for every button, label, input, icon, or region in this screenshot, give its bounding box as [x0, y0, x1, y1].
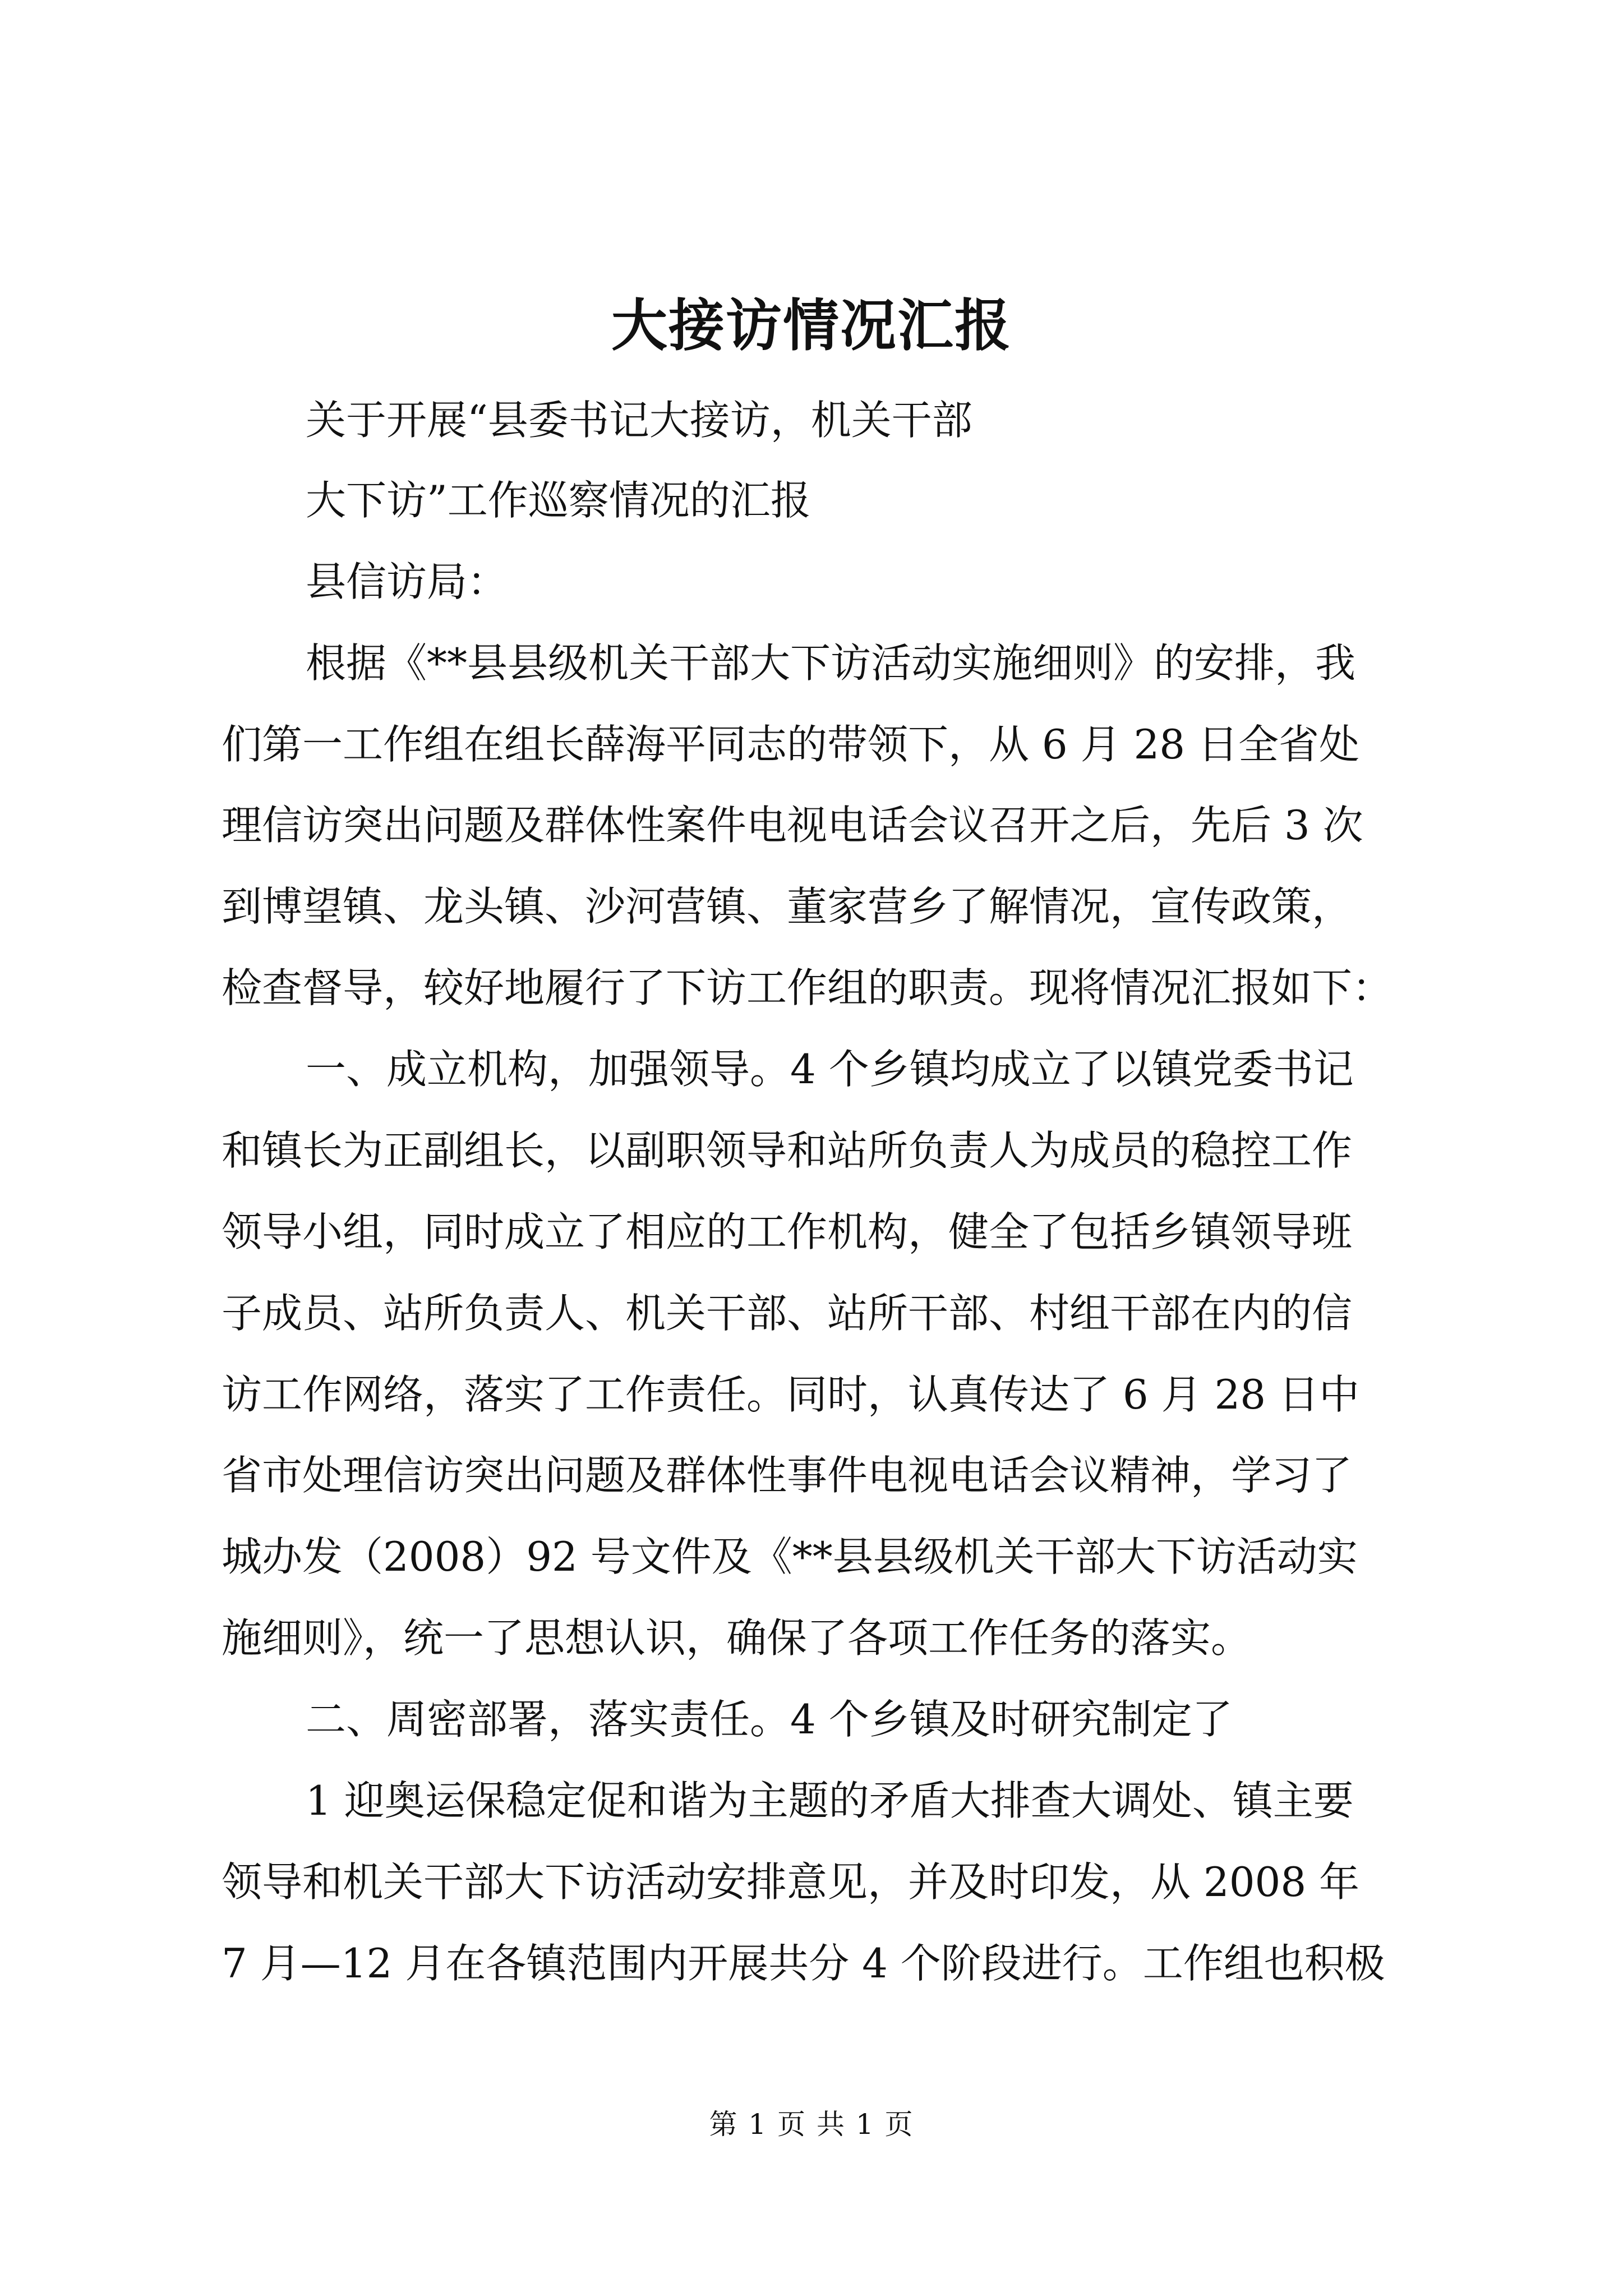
body-line: 们第一工作组在组长薛海平同志的带领下，从 6 月 28 日全省处	[222, 721, 1359, 768]
body-line: 根据《**县县级机关干部大下访活动实施细则》的安排，我	[306, 639, 1356, 687]
body-line: 省市处理信访突出问题及群体性事件电视电话会议精神，学习了	[222, 1452, 1353, 1499]
body-line: 子成员、站所负责人、机关干部、站所干部、村组干部在内的信	[222, 1290, 1353, 1337]
body-line: 1 迎奥运保稳定促和谐为主题的矛盾大排查大调处、镇主要	[306, 1777, 1354, 1824]
body-line: 一、成立机构，加强领导。4 个乡镇均成立了以镇党委书记	[306, 1046, 1354, 1093]
body-line: 检查督导，较好地履行了下访工作组的职责。现将情况汇报如下：	[222, 964, 1393, 1011]
page-footer: 第 1 页 共 1 页	[709, 2108, 914, 2141]
body-line: 领导小组，同时成立了相应的工作机构，健全了包括乡镇领导班	[222, 1208, 1353, 1255]
body-line: 到博望镇、龙头镇、沙河营镇、董家营乡了解情况，宣传政策，	[222, 883, 1353, 930]
document-title: 大接访情况汇报	[611, 292, 1012, 358]
body-line: 二、周密部署，落实责任。4 个乡镇及时研究制定了	[306, 1696, 1233, 1743]
body-line: 7 月—12 月在各镇范围内开展共分 4 个阶段进行。工作组也积极	[222, 1940, 1385, 1987]
body-line: 领导和机关干部大下访活动安排意见，并及时印发，从 2008 年	[222, 1858, 1360, 1906]
body-line: 大下访”工作巡察情况的汇报	[306, 477, 811, 524]
body-line: 理信访突出问题及群体性案件电视电话会议召开之后，先后 3 次	[222, 802, 1363, 849]
body-line: 关于开展“县委书记大接访，机关干部	[306, 397, 972, 444]
body-line: 城办发（2008）92 号文件及《**县县级机关干部大下访活动实	[222, 1533, 1358, 1580]
body-line: 施细则》，统一了思想认识，确保了各项工作任务的落实。	[222, 1614, 1252, 1662]
body-line: 访工作网络，落实了工作责任。同时，认真传达了 6 月 28 日中	[222, 1371, 1359, 1418]
body-line: 和镇长为正副组长，以副职领导和站所负责人为成员的稳控工作	[222, 1127, 1353, 1174]
body-line: 县信访局：	[306, 558, 508, 605]
